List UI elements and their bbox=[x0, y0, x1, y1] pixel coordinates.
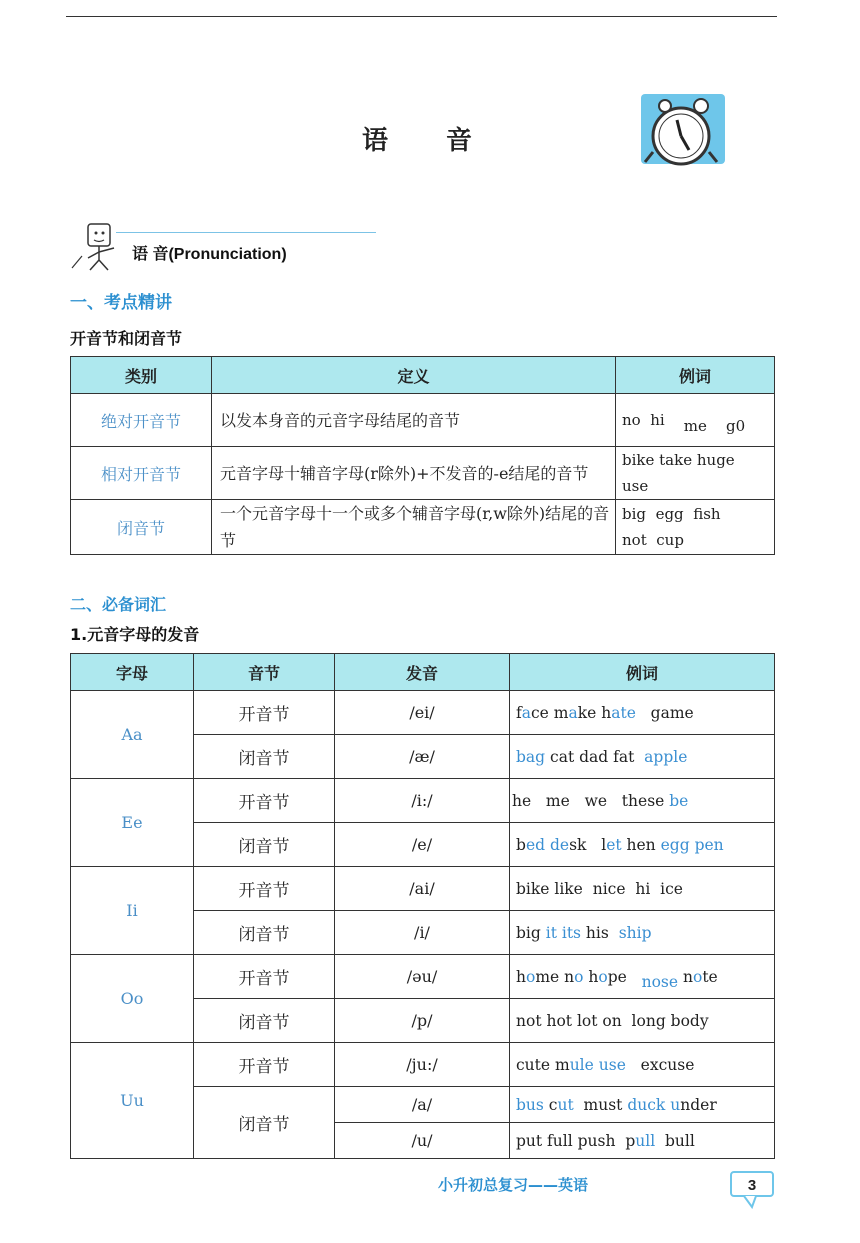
category-cell: 闭音节 bbox=[71, 500, 212, 555]
title-char-1: 语 bbox=[362, 126, 389, 156]
table-row bbox=[71, 500, 775, 555]
table-header-row bbox=[71, 654, 775, 691]
col-header: 例词 bbox=[510, 654, 775, 691]
example-word: fish bbox=[693, 505, 721, 523]
title-char-2: 音 bbox=[446, 126, 473, 156]
col-header: 例词 bbox=[616, 357, 775, 394]
example-word: big bbox=[622, 505, 647, 523]
sound-cell: /i:/ bbox=[335, 779, 510, 823]
section-badge bbox=[68, 222, 328, 272]
col-header: 发音 bbox=[335, 654, 510, 691]
sound-cell: /u/ bbox=[335, 1123, 510, 1159]
col-header: 字母 bbox=[71, 654, 194, 691]
syllable-cell: 开音节 bbox=[194, 955, 335, 999]
words-cell: bag cat dad fat apple bbox=[510, 735, 775, 779]
vowel-letter-table bbox=[70, 653, 775, 1159]
section-badge-label: 语 音(Pronunciation) bbox=[132, 246, 287, 263]
words-cell: not hot lot on long body bbox=[510, 999, 775, 1043]
col-header: 定义 bbox=[212, 357, 616, 394]
words-cell: big it its his ship bbox=[510, 911, 775, 955]
sound-cell: /a/ bbox=[335, 1087, 510, 1123]
words-cell: cute mule use excuse bbox=[510, 1043, 775, 1087]
sound-cell: /i/ bbox=[335, 911, 510, 955]
example-word: cup bbox=[656, 531, 684, 549]
words-cell: home no hope nose note bbox=[510, 955, 775, 999]
footer-text: 小升初总复习——英语 bbox=[438, 1176, 589, 1194]
part2-heading: 二、必备词汇 bbox=[70, 595, 167, 614]
syllable-cell: 闭音节 bbox=[194, 911, 335, 955]
table-row bbox=[71, 394, 775, 447]
table-row bbox=[71, 447, 775, 500]
clock-icon bbox=[641, 92, 727, 166]
letter-cell: Aa bbox=[71, 691, 194, 779]
letter-cell: Uu bbox=[71, 1043, 194, 1159]
words-cell: put full push pull bull bbox=[510, 1123, 775, 1159]
letter-cell: Ee bbox=[71, 779, 194, 867]
page-tab-icon bbox=[730, 1171, 774, 1209]
syllable-cell: 开音节 bbox=[194, 691, 335, 735]
example-word: hi bbox=[650, 411, 665, 429]
example-word: me bbox=[683, 417, 707, 435]
syllable-cell: 开音节 bbox=[194, 1043, 335, 1087]
col-header: 类别 bbox=[71, 357, 212, 394]
sound-cell: /ju:/ bbox=[335, 1043, 510, 1087]
table-row bbox=[71, 691, 775, 735]
definition-cell: 以发本身音的元音字母结尾的音节 bbox=[212, 394, 616, 447]
table-header-row bbox=[71, 357, 775, 394]
letter-cell: Ii bbox=[71, 867, 194, 955]
page-number: 3 bbox=[747, 1177, 757, 1194]
badge-rule bbox=[116, 232, 376, 233]
example-word: bike bbox=[622, 451, 655, 469]
example-word: take bbox=[659, 451, 693, 469]
words-cell: bike like nice hi ice bbox=[510, 867, 775, 911]
open-closed-syllable-table bbox=[70, 356, 775, 555]
definition-cell: 一个元音字母十一个或多个辅音字母(r,w除外)结尾的音节 bbox=[212, 500, 616, 555]
syllable-cell: 闭音节 bbox=[194, 1087, 335, 1159]
sound-cell: /p/ bbox=[335, 999, 510, 1043]
page-title bbox=[362, 120, 472, 157]
table-row bbox=[71, 1043, 775, 1087]
example-word: no bbox=[622, 411, 641, 429]
words-cell: bus cut must duck under bbox=[510, 1087, 775, 1123]
example-word: g0 bbox=[725, 417, 746, 435]
letter-cell: Oo bbox=[71, 955, 194, 1043]
table-row bbox=[71, 867, 775, 911]
table-row bbox=[71, 779, 775, 823]
examples-cell bbox=[616, 447, 775, 500]
words-cell: he me we these be bbox=[510, 779, 775, 823]
words-cell: face make hate game bbox=[510, 691, 775, 735]
table-row bbox=[71, 955, 775, 999]
sound-cell: /əu/ bbox=[335, 955, 510, 999]
sound-cell: /æ/ bbox=[335, 735, 510, 779]
sound-cell: /e/ bbox=[335, 823, 510, 867]
category-cell: 绝对开音节 bbox=[71, 394, 212, 447]
col-header: 音节 bbox=[194, 654, 335, 691]
category-cell: 相对开音节 bbox=[71, 447, 212, 500]
syllable-cell: 闭音节 bbox=[194, 999, 335, 1043]
part2-subheading: 1.元音字母的发音 bbox=[70, 625, 200, 644]
syllable-cell: 闭音节 bbox=[194, 735, 335, 779]
part1-heading: 一、考点精讲 bbox=[70, 293, 172, 313]
part1-subheading: 开音节和闭音节 bbox=[70, 329, 183, 348]
syllable-cell: 闭音节 bbox=[194, 823, 335, 867]
sound-cell: /ai/ bbox=[335, 867, 510, 911]
words-cell: bed desk let hen egg pen bbox=[510, 823, 775, 867]
example-word: huge bbox=[696, 451, 735, 469]
example-word: egg bbox=[655, 505, 684, 523]
examples-cell bbox=[616, 394, 775, 447]
definition-cell: 元音字母十辅音字母(r除外)+不发音的-e结尾的音节 bbox=[212, 447, 616, 500]
example-word: not bbox=[622, 531, 647, 549]
sound-cell: /ei/ bbox=[335, 691, 510, 735]
top-rule bbox=[66, 16, 777, 17]
syllable-cell: 开音节 bbox=[194, 779, 335, 823]
syllable-cell: 开音节 bbox=[194, 867, 335, 911]
examples-cell bbox=[616, 500, 775, 555]
thinking-figure-icon bbox=[68, 222, 126, 272]
example-word: use bbox=[622, 477, 649, 495]
